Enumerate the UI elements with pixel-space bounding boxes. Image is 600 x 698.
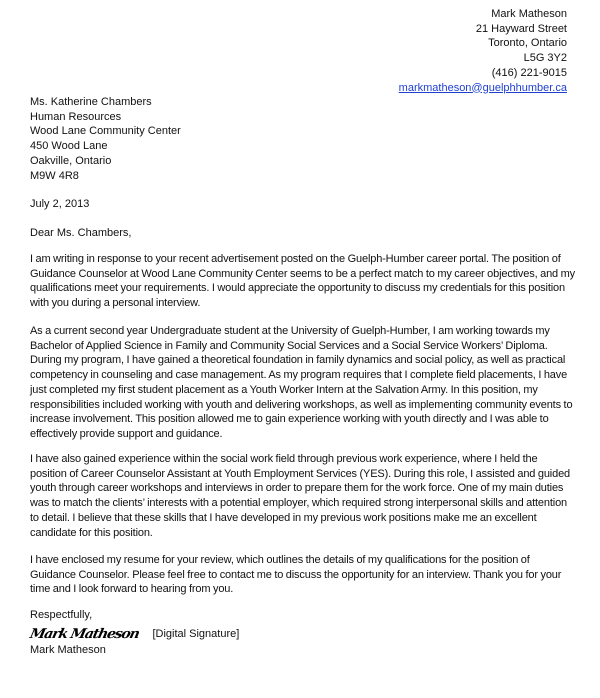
sender-postal-code: L5G 3Y2 <box>523 52 567 65</box>
sender-email-link[interactable]: markmatheson@guelphhumber.ca <box>398 81 567 94</box>
sender-city: Toronto, Ontario <box>488 37 567 50</box>
body-paragraph-intro: I am writing in response to your recent advertisement posted on the Guelph-Humber career portal. The position of Guidance Counselor at Wood Lane Community Center seems to be a perfect match to my career objectives, and my qualifications meet your requirements. I would appreciate the opportunity to discuss my credentials for this position with you during a personal interview. <box>30 253 575 310</box>
signature-row <box>30 624 239 644</box>
body-paragraph-education: As a current second year Undergraduate student at the University of Guelph-Humber, I am working towards my Bachelor of Applied Science in Family and Community Social Services and a Social Service Workers’ Diploma. During my program, I have gained a theoretical foundation in family dynamics and social policy, as well as practical competency in counseling and case management. As my program requires that I complete field placements, I have just completed my first student placement as a Youth Worker Intern at the Salvation Army. In this position, my responsibilities included working with youth and delivering workshops, as well as implementing community events to increase involvement. This position allowed me to gain experience working with youth directly and I was able to effectively provide support and guidance. <box>30 325 573 440</box>
printed-name: Mark Matheson <box>30 644 106 656</box>
sender-address-block <box>399 7 567 95</box>
recipient-postal-code: M9W 4R8 <box>30 169 79 182</box>
handwritten-signature: Mark Matheson <box>28 626 141 642</box>
recipient-name: Ms. Katherine Chambers <box>30 96 152 108</box>
sender-phone: (416) 221-9015 <box>491 66 567 79</box>
complimentary-close: Respectfully, <box>30 609 93 621</box>
body-paragraph-experience: I have also gained experience within the social work field through previous work experience, where I held the position of Career Counselor Assistant at Youth Employment Services (YES). During this role, I assisted and guided youth through career workshops and interviews in order to prepare them for the work force. One of my main duties was to match the clients’ interests with a potential employer, which required strong interpersonal skills and attention to detail. I believe that these skills that I have developed in my previous work positions make me an excellent candidate for this position. <box>30 453 571 539</box>
recipient-city: Oakville, Ontario <box>30 154 112 167</box>
body-paragraph-closing: I have enclosed my resume for your review, which outlines the details of my qualifications for the position of Guidance Counselor. Please feel free to contact me to discuss the opportunity for an interview. Thank you for your time and I look forward to hearing from you. <box>30 554 562 596</box>
recipient-department: Human Resources <box>30 110 122 123</box>
sender-name: Mark Matheson <box>491 8 567 20</box>
letter-date: July 2, 2013 <box>30 198 90 210</box>
recipient-address-block <box>30 95 181 183</box>
digital-signature-label: [Digital Signature] <box>152 627 240 640</box>
sender-street: 21 Hayward Street <box>475 22 567 35</box>
salutation: Dear Ms. Chambers, <box>30 227 132 239</box>
recipient-street: 450 Wood Lane <box>30 140 108 153</box>
recipient-organization: Wood Lane Community Center <box>30 125 181 138</box>
